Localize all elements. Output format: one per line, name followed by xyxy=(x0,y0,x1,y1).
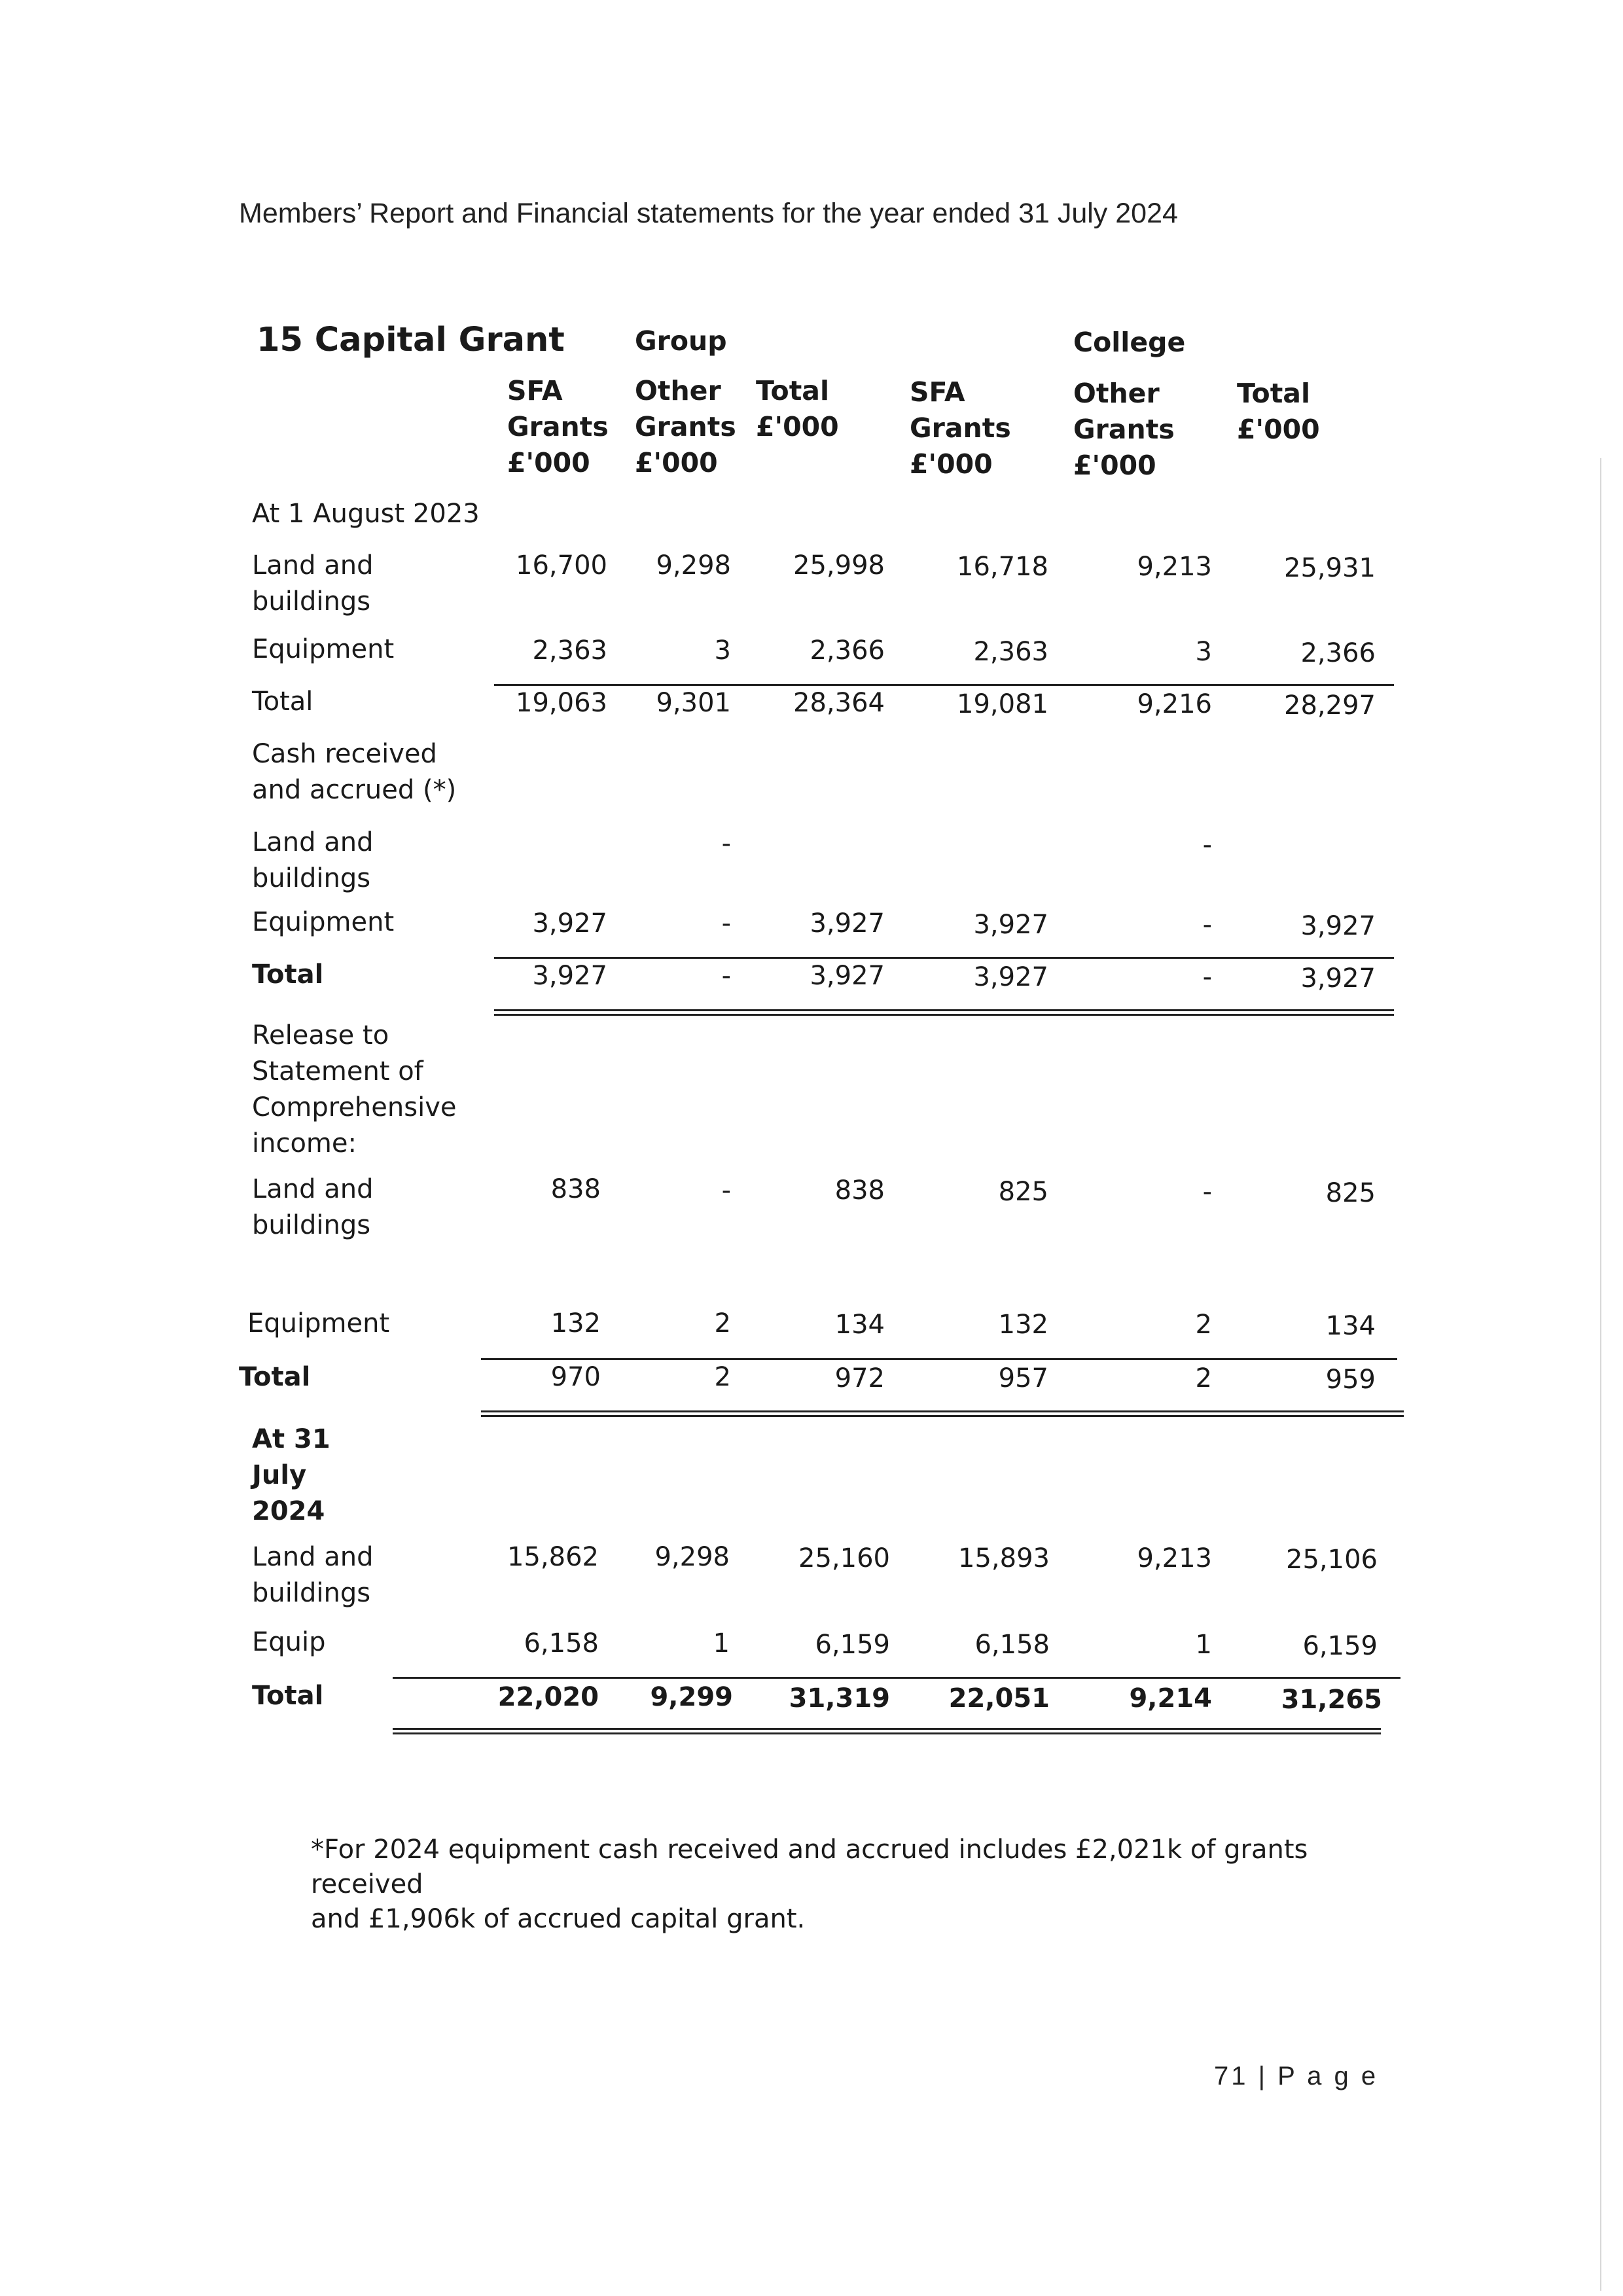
section-title: 15 Capital Grant xyxy=(257,321,565,359)
row-label-opening-heading xyxy=(252,496,480,532)
cell-value: 972 xyxy=(834,1363,885,1393)
cell-value: - xyxy=(721,908,731,939)
label-line: At 31 xyxy=(252,1424,330,1454)
cell-value: 9,214 xyxy=(1129,1683,1212,1713)
cell-value: 9,213 xyxy=(1137,552,1212,582)
col-header-college-sfa xyxy=(910,374,1011,482)
cell-value: 9,216 xyxy=(1137,689,1212,719)
cell-value: 25,160 xyxy=(798,1543,890,1573)
cell-value: - xyxy=(1202,910,1212,940)
header-line: £'000 xyxy=(635,447,718,478)
header-line: Grants xyxy=(635,411,736,442)
cell-value: 2,366 xyxy=(1300,638,1376,668)
cell-value: 1 xyxy=(713,1628,730,1659)
cell-value: 16,700 xyxy=(516,550,607,581)
label-line: Equip xyxy=(252,1627,326,1657)
label-line: 2024 xyxy=(252,1496,325,1526)
cell-value: 134 xyxy=(834,1310,885,1340)
cell-value: 3,927 xyxy=(810,961,885,991)
col-header-group-sfa xyxy=(507,373,609,481)
row-label-cash-received xyxy=(252,736,456,808)
cell-value: 22,020 xyxy=(497,1682,599,1712)
label-line: Land and xyxy=(252,1542,374,1572)
cell-value: - xyxy=(1202,962,1212,992)
label-line: Total xyxy=(252,687,313,717)
cell-value: 838 xyxy=(550,1174,601,1204)
cell-value: 2 xyxy=(714,1308,731,1338)
total-double-rule xyxy=(481,1410,1404,1412)
cell-value: 2 xyxy=(714,1362,731,1392)
header-line: Grants xyxy=(910,412,1011,444)
header-line: SFA xyxy=(507,375,563,406)
cell-value: 3,927 xyxy=(973,962,1048,992)
cell-value: 3,927 xyxy=(1300,963,1376,994)
cell-value: 19,063 xyxy=(516,688,607,718)
row-label-opening-total xyxy=(252,684,313,720)
footnote-line: *For 2024 equipment cash received and accrued includes £2,021k of grants received xyxy=(311,1835,1308,1899)
header-line: Total xyxy=(1237,378,1311,409)
label-line: and accrued (*) xyxy=(252,775,457,805)
header-line: £'000 xyxy=(507,447,590,478)
label-line: buildings xyxy=(252,1210,371,1240)
cell-value: 9,299 xyxy=(650,1682,733,1712)
label-line: buildings xyxy=(252,1578,371,1608)
cell-value: 825 xyxy=(1325,1178,1376,1208)
label-line: July xyxy=(252,1460,307,1490)
header-line: £'000 xyxy=(1073,450,1156,481)
col-header-college-total xyxy=(1237,376,1320,448)
cell-value: 16,718 xyxy=(957,552,1048,582)
header-line: £'000 xyxy=(756,411,839,442)
scan-edge xyxy=(1600,458,1601,2291)
col-header-group-other xyxy=(635,373,736,481)
label-line: Statement of xyxy=(252,1056,423,1086)
cell-value: - xyxy=(721,1175,731,1206)
total-double-rule xyxy=(393,1728,1381,1730)
total-double-rule xyxy=(494,1009,1394,1011)
page-number: 71 | P a g e xyxy=(1214,2062,1379,2090)
cell-value: 134 xyxy=(1325,1311,1376,1341)
cell-value: 6,159 xyxy=(1302,1631,1378,1661)
cell-value: 9,298 xyxy=(656,550,731,581)
row-label-equipment xyxy=(252,1624,326,1660)
cell-value: 3,927 xyxy=(1300,911,1376,941)
cell-value: 3,927 xyxy=(973,910,1048,940)
total-double-rule xyxy=(494,1014,1394,1016)
label-line: Release to xyxy=(252,1020,389,1050)
cell-value: 19,081 xyxy=(957,689,1048,719)
cell-value: 838 xyxy=(834,1175,885,1206)
cell-value: 2 xyxy=(1195,1310,1212,1340)
cell-value: 2,363 xyxy=(532,636,607,666)
cell-value: 970 xyxy=(550,1362,601,1392)
header-line: SFA xyxy=(910,376,965,408)
label-line: Total xyxy=(252,960,324,990)
row-label-land-buildings xyxy=(252,1172,374,1244)
row-label-cash-total xyxy=(252,957,323,993)
row-label-closing-heading xyxy=(252,1422,330,1530)
cell-value: - xyxy=(721,961,731,991)
row-label-closing-total xyxy=(252,1678,323,1714)
cell-value: 959 xyxy=(1325,1365,1376,1395)
header-line: Grants xyxy=(507,411,609,442)
row-label-land-buildings xyxy=(252,825,374,897)
cell-value: 3,927 xyxy=(532,908,607,939)
label-line: Equipment xyxy=(252,907,395,937)
label-line: Total xyxy=(252,1681,324,1711)
header-line: Other xyxy=(1073,378,1160,409)
header-line: Total xyxy=(756,375,830,406)
row-label-release-total xyxy=(239,1359,310,1395)
cell-value: 31,319 xyxy=(789,1683,890,1713)
row-label-equipment xyxy=(247,1306,389,1342)
label-line: Equipment xyxy=(252,634,395,664)
header-line: £'000 xyxy=(910,448,993,480)
cell-value: 28,297 xyxy=(1284,691,1376,721)
cell-value: 25,931 xyxy=(1284,553,1376,583)
col-header-group-total xyxy=(756,373,839,445)
row-label-release-heading xyxy=(252,1018,456,1162)
cell-value: 9,213 xyxy=(1137,1543,1212,1573)
cell-value: 15,862 xyxy=(507,1542,599,1572)
col-header-college-other xyxy=(1073,376,1175,484)
label-line: Comprehensive xyxy=(252,1092,457,1122)
row-label-land-buildings xyxy=(252,1539,374,1611)
document-header: Members’ Report and Financial statements for the year ended 31 July 2024 xyxy=(239,198,1178,229)
cell-value: 957 xyxy=(998,1363,1048,1393)
cell-value: 15,893 xyxy=(958,1543,1050,1573)
cell-value: 28,364 xyxy=(793,688,885,718)
cell-value: 3,927 xyxy=(532,961,607,991)
label-line: Total xyxy=(239,1362,311,1392)
label-line: income: xyxy=(252,1128,357,1158)
cell-value: 132 xyxy=(550,1308,601,1338)
cell-value: 9,298 xyxy=(654,1542,730,1572)
cell-value: 3 xyxy=(1195,637,1212,667)
cell-value: 31,265 xyxy=(1281,1685,1382,1715)
label-line: buildings xyxy=(252,863,371,893)
label-line: Equipment xyxy=(247,1308,390,1338)
row-label-land-buildings xyxy=(252,548,374,620)
row-label-equipment xyxy=(252,632,394,668)
cell-value: 3 xyxy=(714,636,731,666)
header-line: Grants xyxy=(1073,414,1175,445)
cell-value: 1 xyxy=(1195,1630,1212,1660)
cell-value: 6,158 xyxy=(974,1630,1050,1660)
cell-value: - xyxy=(1202,830,1212,860)
footnote-line: and £1,906k of accrued capital grant. xyxy=(311,1904,806,1934)
cell-value: 2,366 xyxy=(810,636,885,666)
cell-value: 6,159 xyxy=(815,1630,890,1660)
label-line: buildings xyxy=(252,586,371,617)
subtotal-rule xyxy=(393,1677,1400,1679)
cell-value: 25,106 xyxy=(1286,1545,1378,1575)
total-double-rule xyxy=(393,1732,1381,1734)
cell-value: 825 xyxy=(998,1177,1048,1207)
header-line: £'000 xyxy=(1237,414,1320,445)
cell-value: 2 xyxy=(1195,1363,1212,1393)
cell-value: 6,158 xyxy=(524,1628,599,1659)
group-label: Group xyxy=(635,325,727,357)
cell-value: 22,051 xyxy=(948,1683,1050,1713)
cell-value: 132 xyxy=(998,1310,1048,1340)
footnote xyxy=(311,1833,1423,1937)
label-line: At 1 August 2023 xyxy=(252,499,480,529)
label-line: Land and xyxy=(252,550,374,581)
college-label: College xyxy=(1073,327,1186,358)
cell-value: 25,998 xyxy=(793,550,885,581)
cell-value: 2,363 xyxy=(973,637,1048,667)
cell-value: 9,301 xyxy=(656,688,731,718)
label-line: Land and xyxy=(252,827,374,857)
total-double-rule xyxy=(481,1415,1404,1417)
cell-value: - xyxy=(1202,1177,1212,1207)
cell-value: - xyxy=(721,829,731,859)
label-line: Cash received xyxy=(252,739,437,769)
cell-value: 3,927 xyxy=(810,908,885,939)
header-line: Other xyxy=(635,375,721,406)
label-line: Land and xyxy=(252,1174,374,1204)
row-label-equipment xyxy=(252,905,394,941)
